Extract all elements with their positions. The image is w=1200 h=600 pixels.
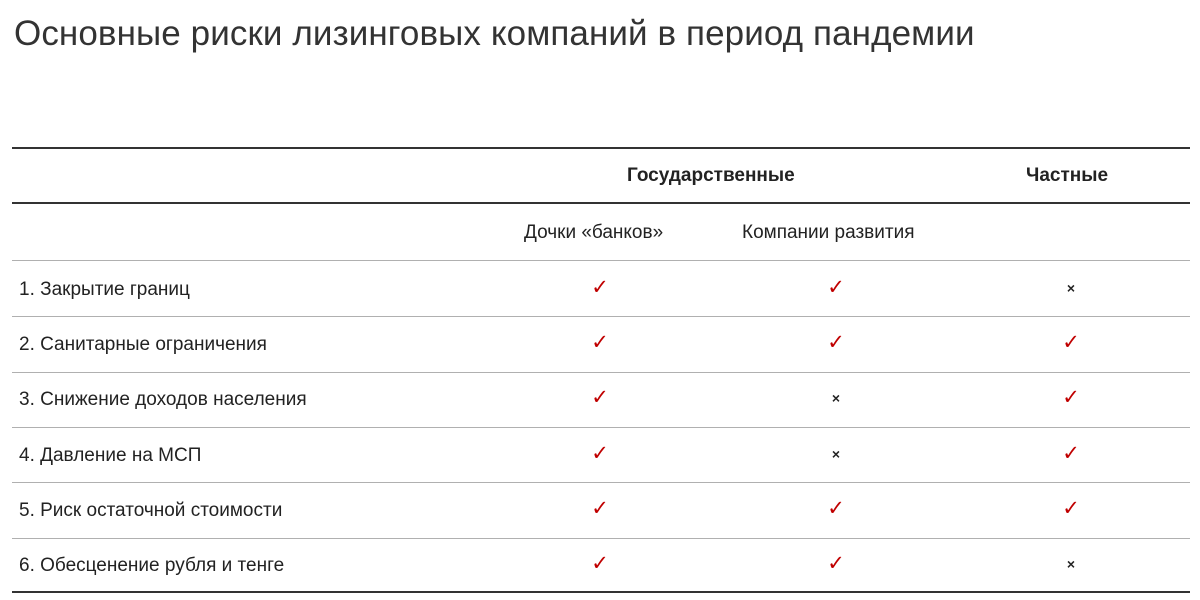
cross-icon: × — [1066, 280, 1076, 296]
table-top-rule — [12, 147, 1190, 149]
subheader-development-companies: Компании развития — [742, 222, 915, 243]
check-icon: ✓ — [1062, 386, 1080, 409]
check-icon: ✓ — [1062, 497, 1080, 520]
row-label: 3. Снижение доходов населения — [19, 389, 307, 410]
subheader-bank-subsidiaries: Дочки «банков» — [524, 222, 664, 243]
check-icon: ✓ — [827, 497, 845, 520]
page-title: Основные риски лизинговых компаний в период пандемии — [14, 14, 975, 53]
check-icon: ✓ — [591, 442, 609, 465]
table-bottom-rule — [12, 591, 1190, 593]
cross-icon: × — [831, 446, 841, 462]
row-label: 5. Риск остаточной стоимости — [19, 500, 283, 521]
check-icon: ✓ — [591, 276, 609, 299]
check-icon: ✓ — [591, 497, 609, 520]
row-divider — [12, 482, 1190, 483]
header-state: Государственные — [627, 165, 795, 186]
row-label: 4. Давление на МСП — [19, 445, 202, 466]
subheader-divider — [12, 260, 1190, 261]
row-label: 1. Закрытие границ — [19, 279, 190, 300]
check-icon: ✓ — [827, 552, 845, 575]
risk-table — [12, 147, 1190, 593]
row-divider — [12, 427, 1190, 428]
check-icon: ✓ — [1062, 442, 1080, 465]
row-divider — [12, 316, 1190, 317]
check-icon: ✓ — [591, 331, 609, 354]
check-icon: ✓ — [591, 386, 609, 409]
check-icon: ✓ — [827, 331, 845, 354]
row-label: 2. Санитарные ограничения — [19, 334, 267, 355]
check-icon: ✓ — [1062, 331, 1080, 354]
header-rule — [12, 202, 1190, 204]
header-private: Частные — [1026, 165, 1109, 186]
row-divider — [12, 372, 1190, 373]
row-label: 6. Обесценение рубля и тенге — [19, 555, 285, 576]
cross-icon: × — [1066, 556, 1076, 572]
row-divider — [12, 538, 1190, 539]
check-icon: ✓ — [827, 276, 845, 299]
cross-icon: × — [831, 390, 841, 406]
check-icon: ✓ — [591, 552, 609, 575]
